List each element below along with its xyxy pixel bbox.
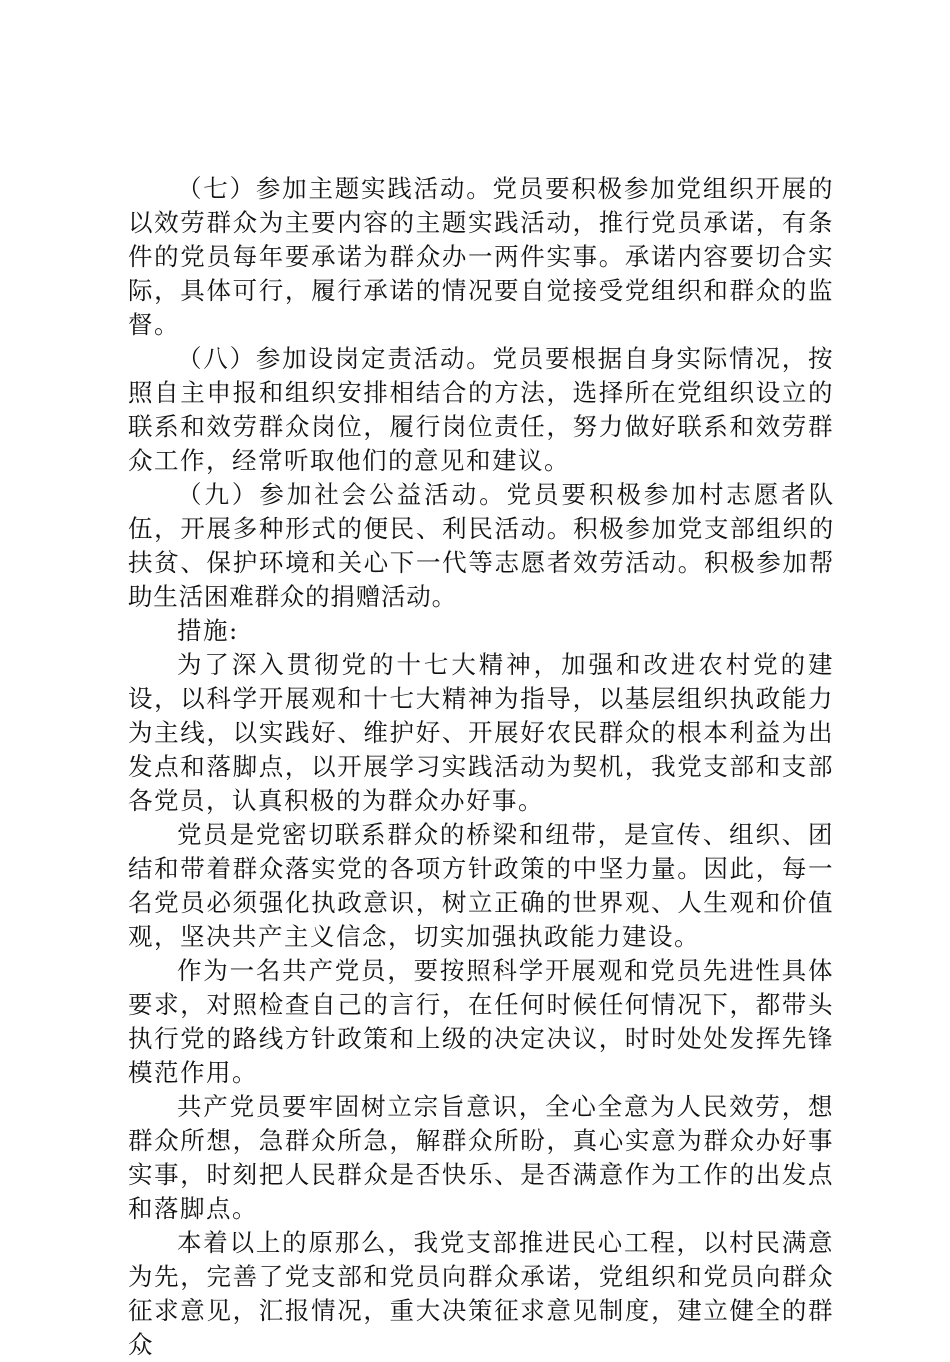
paragraph-exemplary-role: 作为一名共产党员，要按照科学开展观和党员先进性具体要求，对照检查自己的言行，在任何时候任何情况下，都带头执行党的路线方针政策和上级的决定决议，时时处处发挥先锋模范作用。 <box>128 956 834 1087</box>
paragraph-activity-7: （七）参加主题实践活动。党员要积极参加党组织开展的以效劳群众为主要内容的主题实践活动，推行党员承诺，有条件的党员每年要承诺为群众办一两件实事。承诺内容要切合实际，具体可行，履行承诺的情况要自觉接受党组织和群众的监督。 <box>128 174 834 339</box>
paragraph-purpose-awareness: 共产党员要牢固树立宗旨意识，全心全意为人民效劳，想群众所想，急群众所急，解群众所盼，真心实意为群众办好事实事，时刻把人民群众是否快乐、是否满意作为工作的出发点和落脚点。 <box>128 1092 834 1223</box>
paragraph-activity-9: （九）参加社会公益活动。党员要积极参加村志愿者队伍，开展多种形式的便民、利民活动。积极参加党支部组织的扶贫、保护环境和关心下一代等志愿者效劳活动。积极参加帮助生活困难群众的捐赠活动。 <box>128 480 834 611</box>
paragraph-measures-heading: 措施: <box>177 616 239 645</box>
paragraph-measures-intro: 为了深入贯彻党的十七大精神，加强和改进农村党的建设，以科学开展观和十七大精神为指导，以基层组织执政能力为主线，以实践好、维护好、开展好农民群众的根本利益为出发点和落脚点，以开展学习实践活动为契机，我党支部和支部各党员，认真积极的为群众办好事。 <box>128 650 834 815</box>
paragraph-party-members-bridge: 党员是党密切联系群众的桥梁和纽带，是宣传、组织、团结和带着群众落实党的各项方针政策的中坚力量。因此，每一名党员必须强化执政意识，树立正确的世界观、人生观和价值观，坚决共产主义信念，切实加强执政能力建设。 <box>128 820 834 951</box>
document-body <box>128 172 834 1362</box>
paragraph-principles: 本着以上的原那么，我党支部推进民心工程，以村民满意为先，完善了党支部和党员向群众承诺，党组织和党员向群众征求意见，汇报情况，重大决策征求意见制度，建立健全的群众 <box>128 1228 834 1359</box>
paragraph-activity-8: （八）参加设岗定责活动。党员要根据自身实际情况，按照自主申报和组织安排相结合的方法，选择所在党组织设立的联系和效劳群众岗位，履行岗位责任，努力做好联系和效劳群众工作，经常听取他们的意见和建议。 <box>128 344 834 475</box>
